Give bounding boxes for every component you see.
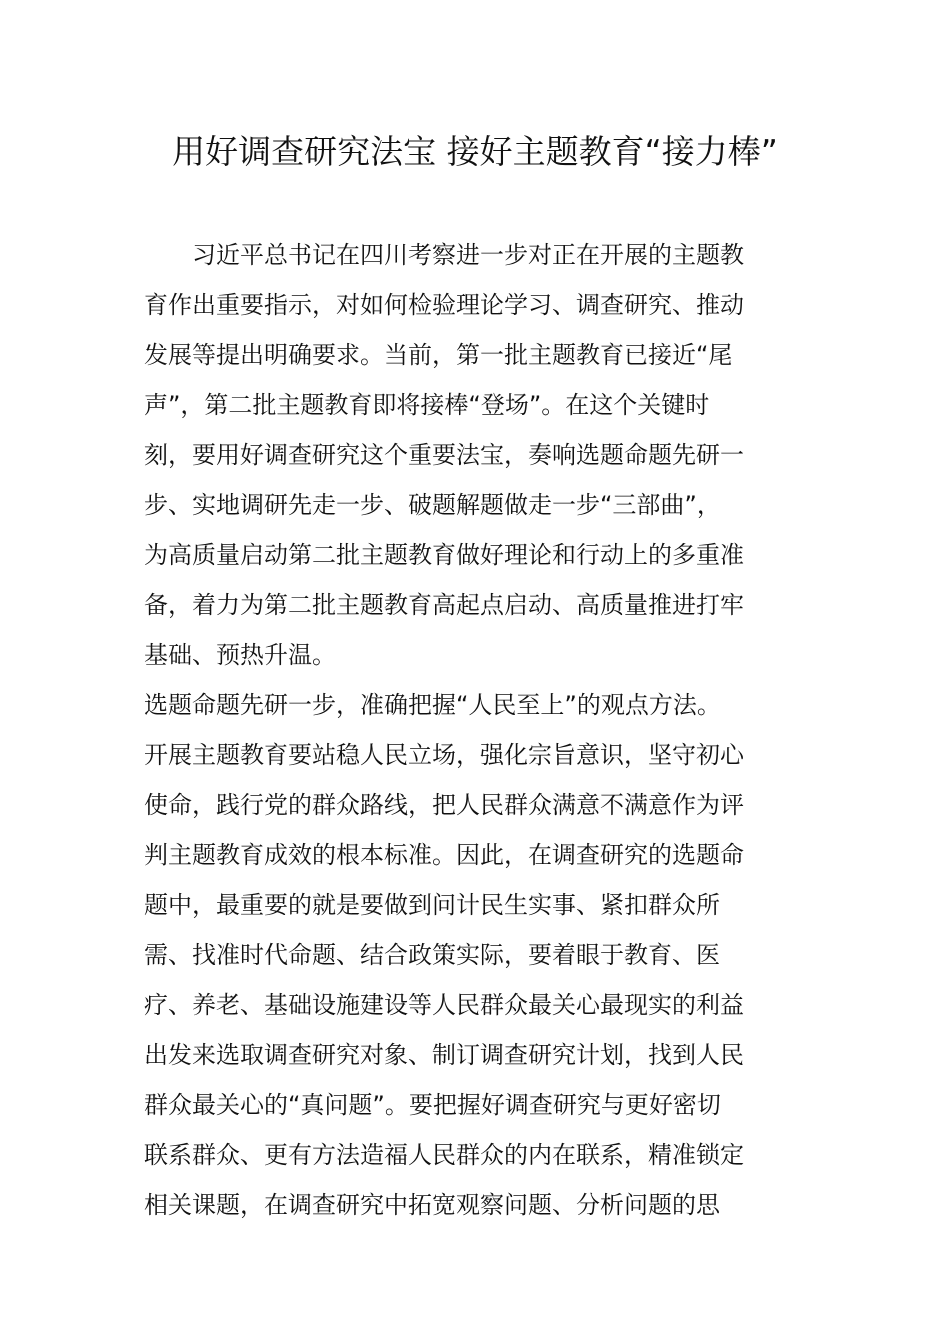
text-line: 联系群众、更有方法造福人民群众的内在联系，精准锁定 — [144, 1141, 744, 1169]
text-line: 发展等提出明确要求。当前，第一批主题教育已接近“尾 — [144, 341, 733, 369]
text-line: 题中，最重要的就是要做到问计民生实事、紧扣群众所 — [144, 891, 720, 919]
text-line: 群众最关心的“真问题”。要把握好调查研究与更好密切 — [144, 1091, 721, 1119]
text-line: 开展主题教育要站稳人民立场，强化宗旨意识，坚守初心 — [144, 741, 744, 769]
paragraph-1 — [144, 230, 806, 680]
text-line: 育作出重要指示，对如何检验理论学习、调查研究、推动 — [144, 291, 744, 319]
document-body — [144, 230, 806, 1230]
text-line: 声”，第二批主题教育即将接棒“登场”。在这个关键时 — [144, 391, 710, 419]
text-line: 判主题教育成效的根本标准。因此，在调查研究的选题命 — [144, 841, 744, 869]
text-line: 习近平总书记在四川考察进一步对正在开展的主题教 — [144, 241, 744, 269]
text-line: 步、实地调研先走一步、破题解题做走一步“三部曲”， — [144, 491, 721, 519]
paragraph-2 — [144, 680, 806, 1230]
text-line: 刻，要用好调查研究这个重要法宝，奏响选题命题先研一 — [144, 441, 744, 469]
text-line: 需、找准时代命题、结合政策实际，要着眼于教育、医 — [144, 941, 720, 969]
text-line: 使命，践行党的群众路线，把人民群众满意不满意作为评 — [144, 791, 744, 819]
text-line: 疗、养老、基础设施建设等人民群众最关心最现实的利益 — [144, 991, 744, 1019]
text-line: 备，着力为第二批主题教育高起点启动、高质量推进打牢 — [144, 591, 744, 619]
text-line: 相关课题，在调查研究中拓宽观察问题、分析问题的思 — [144, 1191, 720, 1219]
text-line: 选题命题先研一步，准确把握“人民至上”的观点方法。 — [144, 691, 721, 719]
document-title: 用好调查研究法宝 接好主题教育“接力棒” — [172, 132, 778, 171]
text-line: 为高质量启动第二批主题教育做好理论和行动上的多重准 — [144, 541, 744, 569]
text-line: 基础、预热升温。 — [144, 641, 336, 669]
text-line: 出发来选取调查研究对象、制订调查研究计划，找到人民 — [144, 1041, 744, 1069]
